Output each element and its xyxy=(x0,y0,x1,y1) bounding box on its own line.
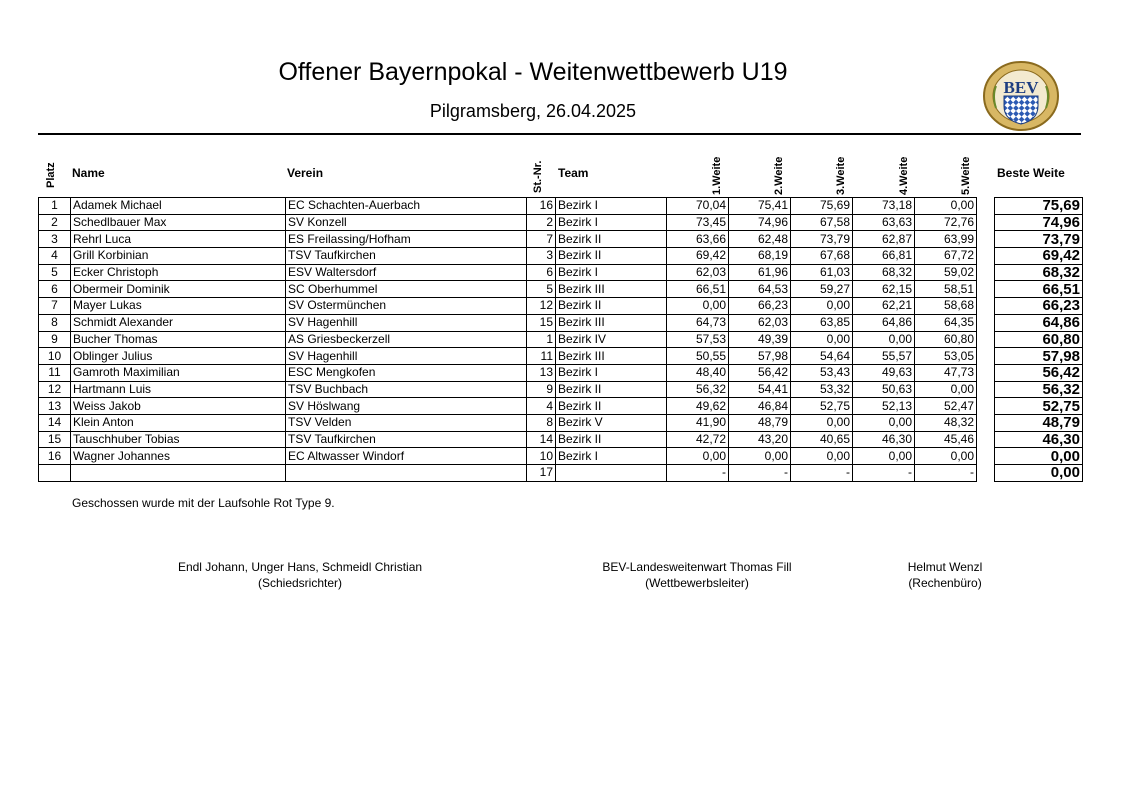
cell-verein: SV Konzell xyxy=(286,214,527,231)
cell-name: Mayer Lukas xyxy=(71,298,286,315)
cell-w1: 62,03 xyxy=(667,264,729,281)
bev-logo-icon xyxy=(982,60,1060,132)
best-row xyxy=(995,398,1083,415)
header-stnr: St.-Nr. xyxy=(532,160,544,193)
cell-best: 68,32 xyxy=(995,264,1083,281)
cell-w3: 54,64 xyxy=(791,348,853,365)
best-row xyxy=(995,364,1083,381)
cell-w5: 67,72 xyxy=(915,248,977,265)
cell-w5: 53,05 xyxy=(915,348,977,365)
best-row xyxy=(995,264,1083,281)
best-row xyxy=(995,314,1083,331)
cell-name: Obermeir Dominik xyxy=(71,281,286,298)
cell-best: 46,30 xyxy=(995,431,1083,448)
cell-w1: 42,72 xyxy=(667,431,729,448)
cell-w3: 0,00 xyxy=(791,448,853,465)
cell-w2: 74,96 xyxy=(729,214,791,231)
cell-verein: SV Hagenhill xyxy=(286,314,527,331)
cell-w5: 64,35 xyxy=(915,314,977,331)
cell-w4: 64,86 xyxy=(853,314,915,331)
cell-name: Schmidt Alexander xyxy=(71,314,286,331)
cell-stnr: 17 xyxy=(527,465,556,482)
cell-w2: 56,42 xyxy=(729,364,791,381)
logo-text: BEV xyxy=(1003,78,1039,97)
footnote: Geschossen wurde mit der Laufsohle Rot Type 9. xyxy=(72,496,335,510)
cell-w3: 61,03 xyxy=(791,264,853,281)
cell-best: 60,80 xyxy=(995,331,1083,348)
cell-w4: 66,81 xyxy=(853,248,915,265)
best-row xyxy=(995,331,1083,348)
table-row xyxy=(39,414,977,431)
cell-platz xyxy=(39,465,71,482)
table-row xyxy=(39,214,977,231)
cell-team: Bezirk II xyxy=(556,398,667,415)
best-row xyxy=(995,198,1083,215)
cell-w5: 58,51 xyxy=(915,281,977,298)
best-row xyxy=(995,465,1083,482)
table-row xyxy=(39,465,977,482)
cell-w3: 75,69 xyxy=(791,198,853,215)
best-row xyxy=(995,231,1083,248)
cell-w1: 41,90 xyxy=(667,414,729,431)
cell-best: 57,98 xyxy=(995,348,1083,365)
cell-stnr: 9 xyxy=(527,381,556,398)
cell-w5: 63,99 xyxy=(915,231,977,248)
table-row xyxy=(39,281,977,298)
cell-w5: 47,73 xyxy=(915,364,977,381)
cell-w3: 40,65 xyxy=(791,431,853,448)
header-weite-2: 2.Weite xyxy=(773,156,785,195)
cell-w1: 49,62 xyxy=(667,398,729,415)
cell-platz: 7 xyxy=(39,298,71,315)
cell-w1: 0,00 xyxy=(667,298,729,315)
cell-w1: 64,73 xyxy=(667,314,729,331)
cell-w4: 62,21 xyxy=(853,298,915,315)
best-distance-column xyxy=(994,197,1083,482)
cell-team: Bezirk I xyxy=(556,198,667,215)
computing-office-role: (Rechenbüro) xyxy=(908,576,982,590)
cell-w1: 50,55 xyxy=(667,348,729,365)
cell-w3: 67,58 xyxy=(791,214,853,231)
cell-best: 0,00 xyxy=(995,448,1083,465)
cell-w4: 0,00 xyxy=(853,448,915,465)
header-verein: Verein xyxy=(287,166,324,180)
cell-w5: 45,46 xyxy=(915,431,977,448)
cell-name: Oblinger Julius xyxy=(71,348,286,365)
cell-best: 75,69 xyxy=(995,198,1083,215)
header-beste-weite: Beste Weite xyxy=(997,166,1065,180)
cell-best: 48,79 xyxy=(995,414,1083,431)
cell-w2: 0,00 xyxy=(729,448,791,465)
cell-team: Bezirk III xyxy=(556,314,667,331)
cell-team: Bezirk II xyxy=(556,248,667,265)
cell-stnr: 15 xyxy=(527,314,556,331)
cell-w3: 53,32 xyxy=(791,381,853,398)
table-row xyxy=(39,331,977,348)
cell-team: Bezirk I xyxy=(556,364,667,381)
cell-verein: TSV Taufkirchen xyxy=(286,248,527,265)
cell-verein: ESC Mengkofen xyxy=(286,364,527,381)
cell-best: 0,00 xyxy=(995,465,1083,482)
table-row xyxy=(39,364,977,381)
referees-role: (Schiedsrichter) xyxy=(257,576,343,590)
cell-stnr: 7 xyxy=(527,231,556,248)
cell-stnr: 6 xyxy=(527,264,556,281)
table-row xyxy=(39,348,977,365)
cell-platz: 9 xyxy=(39,331,71,348)
cell-w1: 48,40 xyxy=(667,364,729,381)
header-name: Name xyxy=(72,166,105,180)
header-weite-5: 5.Weite xyxy=(960,156,972,195)
cell-w2: 62,03 xyxy=(729,314,791,331)
table-row xyxy=(39,398,977,415)
cell-w4: 68,32 xyxy=(853,264,915,281)
competition-lead-name: BEV-Landesweitenwart Thomas Fill xyxy=(602,560,792,574)
cell-verein: ESV Waltersdorf xyxy=(286,264,527,281)
cell-stnr: 13 xyxy=(527,364,556,381)
cell-platz: 1 xyxy=(39,198,71,215)
cell-verein: EC Altwasser Windorf xyxy=(286,448,527,465)
cell-team: Bezirk II xyxy=(556,381,667,398)
cell-platz: 13 xyxy=(39,398,71,415)
best-row xyxy=(995,348,1083,365)
computing-office-name: Helmut Wenzl xyxy=(907,560,983,574)
cell-name: Ecker Christoph xyxy=(71,264,286,281)
cell-platz: 10 xyxy=(39,348,71,365)
cell-w4: 49,63 xyxy=(853,364,915,381)
cell-w4: 0,00 xyxy=(853,331,915,348)
best-row xyxy=(995,298,1083,315)
cell-platz: 4 xyxy=(39,248,71,265)
cell-platz: 5 xyxy=(39,264,71,281)
cell-team: Bezirk II xyxy=(556,431,667,448)
table-row xyxy=(39,231,977,248)
cell-w4: 46,30 xyxy=(853,431,915,448)
best-row xyxy=(995,214,1083,231)
cell-w4: 73,18 xyxy=(853,198,915,215)
cell-w5: 0,00 xyxy=(915,198,977,215)
cell-stnr: 8 xyxy=(527,414,556,431)
cell-name: Schedlbauer Max xyxy=(71,214,286,231)
cell-w5: 60,80 xyxy=(915,331,977,348)
best-row xyxy=(995,248,1083,265)
cell-name: Klein Anton xyxy=(71,414,286,431)
cell-w5: 58,68 xyxy=(915,298,977,315)
cell-platz: 12 xyxy=(39,381,71,398)
cell-w4: 52,13 xyxy=(853,398,915,415)
cell-platz: 11 xyxy=(39,364,71,381)
cell-name: Grill Korbinian xyxy=(71,248,286,265)
cell-team: Bezirk III xyxy=(556,348,667,365)
cell-verein: SV Ostermünchen xyxy=(286,298,527,315)
cell-team: Bezirk I xyxy=(556,264,667,281)
cell-w3: 52,75 xyxy=(791,398,853,415)
cell-verein: TSV Taufkirchen xyxy=(286,431,527,448)
table-row xyxy=(39,298,977,315)
cell-platz: 8 xyxy=(39,314,71,331)
cell-w4: 62,15 xyxy=(853,281,915,298)
cell-w5: 0,00 xyxy=(915,448,977,465)
table-row xyxy=(39,431,977,448)
cell-team: Bezirk IV xyxy=(556,331,667,348)
cell-stnr: 1 xyxy=(527,331,556,348)
cell-w1: - xyxy=(667,465,729,482)
cell-w2: 61,96 xyxy=(729,264,791,281)
cell-best: 66,23 xyxy=(995,298,1083,315)
cell-w3: - xyxy=(791,465,853,482)
cell-w1: 69,42 xyxy=(667,248,729,265)
competition-lead-role: (Wettbewerbsleiter) xyxy=(645,576,749,590)
results-table xyxy=(38,197,977,482)
header-platz: Platz xyxy=(45,162,57,188)
cell-name: Adamek Michael xyxy=(71,198,286,215)
cell-w2: 48,79 xyxy=(729,414,791,431)
best-row xyxy=(995,281,1083,298)
cell-w3: 53,43 xyxy=(791,364,853,381)
cell-w5: 0,00 xyxy=(915,381,977,398)
cell-w1: 66,51 xyxy=(667,281,729,298)
cell-w2: 46,84 xyxy=(729,398,791,415)
cell-w2: 75,41 xyxy=(729,198,791,215)
cell-w2: 43,20 xyxy=(729,431,791,448)
best-row xyxy=(995,414,1083,431)
cell-w1: 56,32 xyxy=(667,381,729,398)
cell-platz: 15 xyxy=(39,431,71,448)
table-row xyxy=(39,314,977,331)
cell-w4: 63,63 xyxy=(853,214,915,231)
cell-w2: 68,19 xyxy=(729,248,791,265)
best-row xyxy=(995,448,1083,465)
cell-stnr: 10 xyxy=(527,448,556,465)
table-row xyxy=(39,448,977,465)
cell-team: Bezirk III xyxy=(556,281,667,298)
cell-stnr: 14 xyxy=(527,431,556,448)
cell-best: 56,42 xyxy=(995,364,1083,381)
cell-w5: 52,47 xyxy=(915,398,977,415)
cell-w1: 63,66 xyxy=(667,231,729,248)
cell-w3: 67,68 xyxy=(791,248,853,265)
cell-w4: 55,57 xyxy=(853,348,915,365)
cell-verein: SC Oberhummel xyxy=(286,281,527,298)
cell-best: 74,96 xyxy=(995,214,1083,231)
cell-best: 73,79 xyxy=(995,231,1083,248)
cell-w3: 73,79 xyxy=(791,231,853,248)
table-row xyxy=(39,264,977,281)
cell-w4: - xyxy=(853,465,915,482)
title-divider xyxy=(38,133,1081,135)
best-row xyxy=(995,431,1083,448)
cell-verein: EC Schachten-Auerbach xyxy=(286,198,527,215)
cell-w1: 57,53 xyxy=(667,331,729,348)
cell-w4: 50,63 xyxy=(853,381,915,398)
cell-platz: 3 xyxy=(39,231,71,248)
cell-w3: 0,00 xyxy=(791,414,853,431)
cell-platz: 16 xyxy=(39,448,71,465)
cell-team xyxy=(556,465,667,482)
cell-stnr: 4 xyxy=(527,398,556,415)
cell-best: 64,86 xyxy=(995,314,1083,331)
cell-w5: - xyxy=(915,465,977,482)
cell-stnr: 12 xyxy=(527,298,556,315)
cell-w2: - xyxy=(729,465,791,482)
cell-w2: 62,48 xyxy=(729,231,791,248)
table-row xyxy=(39,198,977,215)
cell-name: Weiss Jakob xyxy=(71,398,286,415)
cell-team: Bezirk I xyxy=(556,448,667,465)
cell-w1: 0,00 xyxy=(667,448,729,465)
signature-competition-lead xyxy=(572,559,822,591)
cell-w4: 62,87 xyxy=(853,231,915,248)
header-weite-1: 1.Weite xyxy=(711,156,723,195)
cell-verein: SV Hagenhill xyxy=(286,348,527,365)
cell-w3: 0,00 xyxy=(791,298,853,315)
table-row xyxy=(39,248,977,265)
cell-w2: 54,41 xyxy=(729,381,791,398)
cell-stnr: 5 xyxy=(527,281,556,298)
cell-best: 52,75 xyxy=(995,398,1083,415)
cell-name: Tauschhuber Tobias xyxy=(71,431,286,448)
cell-best: 69,42 xyxy=(995,248,1083,265)
cell-team: Bezirk II xyxy=(556,231,667,248)
referees-names: Endl Johann, Unger Hans, Schmeidl Christian xyxy=(177,560,423,574)
cell-verein: AS Griesbeckerzell xyxy=(286,331,527,348)
cell-w3: 0,00 xyxy=(791,331,853,348)
cell-w1: 70,04 xyxy=(667,198,729,215)
cell-team: Bezirk II xyxy=(556,298,667,315)
cell-best: 56,32 xyxy=(995,381,1083,398)
signature-computing-office xyxy=(880,559,1010,591)
cell-stnr: 3 xyxy=(527,248,556,265)
cell-stnr: 16 xyxy=(527,198,556,215)
cell-platz: 6 xyxy=(39,281,71,298)
cell-name: Wagner Johannes xyxy=(71,448,286,465)
cell-verein: SV Höslwang xyxy=(286,398,527,415)
cell-w2: 66,23 xyxy=(729,298,791,315)
signature-referees xyxy=(150,559,450,591)
cell-platz: 2 xyxy=(39,214,71,231)
cell-w3: 59,27 xyxy=(791,281,853,298)
table-row xyxy=(39,381,977,398)
cell-name: Bucher Thomas xyxy=(71,331,286,348)
cell-w5: 48,32 xyxy=(915,414,977,431)
cell-name: Gamroth Maximilian xyxy=(71,364,286,381)
cell-stnr: 11 xyxy=(527,348,556,365)
cell-w4: 0,00 xyxy=(853,414,915,431)
cell-stnr: 2 xyxy=(527,214,556,231)
cell-name: Rehrl Luca xyxy=(71,231,286,248)
header-team: Team xyxy=(558,166,589,180)
cell-w1: 73,45 xyxy=(667,214,729,231)
cell-verein: TSV Buchbach xyxy=(286,381,527,398)
cell-verein: TSV Velden xyxy=(286,414,527,431)
cell-w2: 49,39 xyxy=(729,331,791,348)
cell-name: Hartmann Luis xyxy=(71,381,286,398)
header-weite-4: 4.Weite xyxy=(898,156,910,195)
page-subtitle: Pilgramsberg, 26.04.2025 xyxy=(429,101,637,121)
cell-name xyxy=(71,465,286,482)
cell-w5: 59,02 xyxy=(915,264,977,281)
cell-w3: 63,85 xyxy=(791,314,853,331)
cell-platz: 14 xyxy=(39,414,71,431)
cell-best: 66,51 xyxy=(995,281,1083,298)
best-row xyxy=(995,381,1083,398)
cell-verein xyxy=(286,465,527,482)
cell-verein: ES Freilassing/Hofham xyxy=(286,231,527,248)
page-title: Offener Bayernpokal - Weitenwettbewerb U19 xyxy=(278,58,788,86)
header-weite-3: 3.Weite xyxy=(835,156,847,195)
cell-team: Bezirk V xyxy=(556,414,667,431)
cell-w2: 64,53 xyxy=(729,281,791,298)
cell-team: Bezirk I xyxy=(556,214,667,231)
cell-w5: 72,76 xyxy=(915,214,977,231)
cell-w2: 57,98 xyxy=(729,348,791,365)
